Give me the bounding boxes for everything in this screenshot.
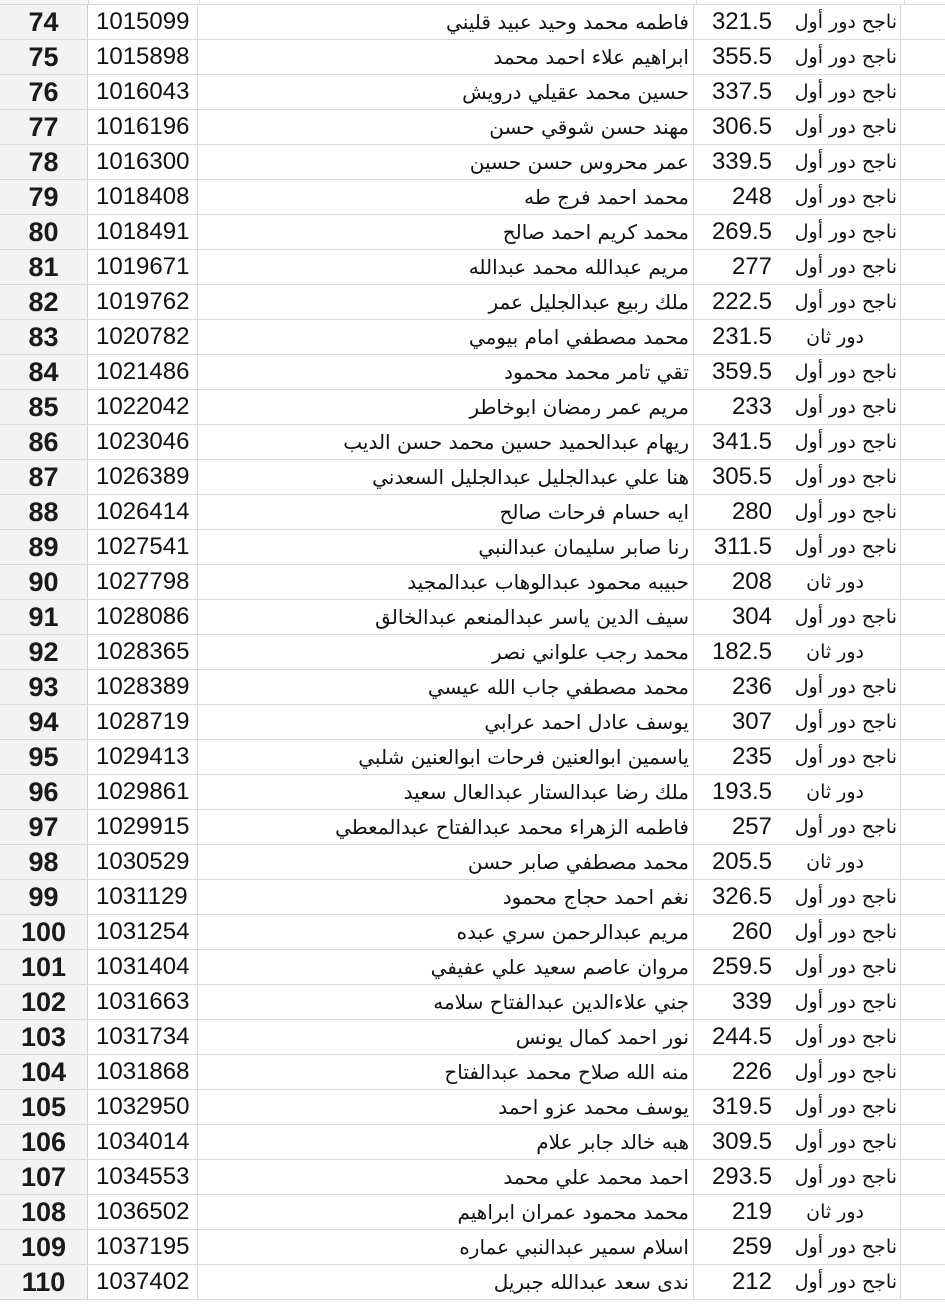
table-row <box>0 1055 945 1090</box>
table-row <box>0 845 945 880</box>
seat-number-cell[interactable]: 1020782 <box>88 320 198 354</box>
empty-cell[interactable] <box>901 250 945 284</box>
empty-cell[interactable] <box>901 1230 945 1264</box>
empty-cell[interactable] <box>901 110 945 144</box>
empty-cell[interactable] <box>901 880 945 914</box>
student-name-cell[interactable]: ملك ربيع عبدالجليل عمر <box>198 285 694 319</box>
result-status-cell[interactable]: دور ثان <box>774 565 901 599</box>
seat-number-cell[interactable]: 1018408 <box>88 180 198 214</box>
result-status-cell[interactable]: ناجح دور أول <box>774 1055 901 1089</box>
table-row <box>0 145 945 180</box>
result-status-cell[interactable]: ناجح دور أول <box>774 740 901 774</box>
student-name-cell[interactable]: عمر محروس حسن حسين <box>198 145 694 179</box>
total-score-cell[interactable]: 355.5 <box>711 43 772 70</box>
table-row <box>0 1265 945 1300</box>
seat-number-cell[interactable]: 1031404 <box>88 950 198 984</box>
sheet-rows <box>0 5 945 1300</box>
total-score-cell[interactable]: 309.5 <box>711 1128 772 1155</box>
seat-number-cell[interactable]: 1027541 <box>88 530 198 564</box>
result-status-cell[interactable]: ناجح دور أول <box>774 285 901 319</box>
total-score-cell[interactable]: 280 <box>731 498 772 525</box>
empty-cell[interactable] <box>901 810 945 844</box>
seat-number-cell[interactable]: 1018491 <box>88 215 198 249</box>
empty-cell[interactable] <box>901 845 945 879</box>
total-score-cell[interactable]: 339 <box>731 988 772 1015</box>
total-score-cell[interactable]: 304 <box>731 603 772 630</box>
cell[interactable] <box>200 0 697 4</box>
seat-number-cell[interactable]: 1022042 <box>88 390 198 424</box>
table-row <box>0 775 945 810</box>
total-score-cell[interactable]: 259.5 <box>711 953 772 980</box>
row-number[interactable]: 85 <box>0 390 88 424</box>
seat-number-cell[interactable]: 1016196 <box>88 110 198 144</box>
result-status-cell[interactable]: ناجح دور أول <box>774 915 901 949</box>
table-row <box>0 600 945 635</box>
empty-cell[interactable] <box>901 5 945 39</box>
total-score-cell[interactable]: 311.5 <box>713 533 772 560</box>
student-name-cell[interactable]: اسلام سمير عبدالنبي عماره <box>198 1230 694 1264</box>
table-row <box>0 285 945 320</box>
student-name-cell[interactable]: مريم عمر رمضان ابوخاطر <box>198 390 694 424</box>
total-score-cell[interactable]: 233 <box>731 393 772 420</box>
empty-cell[interactable] <box>901 775 945 809</box>
student-name-cell[interactable]: مريم عبدالرحمن سري عبده <box>198 915 694 949</box>
seat-number-cell[interactable]: 1029413 <box>88 740 198 774</box>
seat-number-cell[interactable]: 1015898 <box>88 40 198 74</box>
row-number[interactable]: 77 <box>0 110 88 144</box>
seat-number-cell[interactable]: 1029915 <box>88 810 198 844</box>
result-status-cell[interactable]: دور ثان <box>774 845 901 879</box>
total-score-cell[interactable]: 205.5 <box>711 848 772 875</box>
result-status-cell[interactable]: ناجح دور أول <box>774 600 901 634</box>
student-name-cell[interactable]: سيف الدين ياسر عبدالمنعم عبدالخالق <box>198 600 694 634</box>
total-score-cell[interactable]: 341.5 <box>711 428 772 455</box>
empty-cell[interactable] <box>901 1125 945 1159</box>
total-score-cell[interactable]: 306.5 <box>711 113 772 140</box>
table-row <box>0 75 945 110</box>
table-row <box>0 110 945 145</box>
total-score-cell[interactable]: 236 <box>731 673 772 700</box>
student-name-cell[interactable]: مريم عبدالله محمد عبدالله <box>198 250 694 284</box>
student-name-cell[interactable]: حسين محمد عقيلي درويش <box>198 75 694 109</box>
row-number[interactable]: 95 <box>0 740 88 774</box>
empty-cell[interactable] <box>901 950 945 984</box>
student-name-cell[interactable]: يوسف محمد عزو احمد <box>198 1090 694 1124</box>
seat-number-cell[interactable]: 1015099 <box>88 5 198 39</box>
total-score-cell[interactable]: 248 <box>731 183 772 210</box>
total-score-cell[interactable]: 219 <box>731 1198 772 1225</box>
seat-number-cell[interactable]: 1026389 <box>88 460 198 494</box>
row-number[interactable]: 89 <box>0 530 88 564</box>
empty-cell[interactable] <box>901 1265 945 1299</box>
table-row <box>0 355 945 390</box>
student-name-cell[interactable]: ايه حسام فرحات صالح <box>198 495 694 529</box>
row-number[interactable]: 87 <box>0 460 88 494</box>
result-status-cell[interactable]: ناجح دور أول <box>774 460 901 494</box>
empty-cell[interactable] <box>901 1195 945 1229</box>
table-row <box>0 495 945 530</box>
total-score-cell[interactable]: 277 <box>731 253 772 280</box>
empty-cell[interactable] <box>901 495 945 529</box>
row-number[interactable]: 104 <box>0 1055 88 1089</box>
seat-number-cell[interactable]: 1037195 <box>88 1230 198 1264</box>
student-name-cell[interactable]: محمد مصطفي صابر حسن <box>198 845 694 879</box>
empty-cell[interactable] <box>901 740 945 774</box>
table-row <box>0 950 945 985</box>
table-row <box>0 915 945 950</box>
student-name-cell[interactable]: هبه خالد جابر علام <box>198 1125 694 1159</box>
empty-cell[interactable] <box>901 635 945 669</box>
seat-number-cell[interactable]: 1034014 <box>88 1125 198 1159</box>
student-name-cell[interactable]: محمد كريم احمد صالح <box>198 215 694 249</box>
total-score-cell[interactable]: 359.5 <box>711 358 772 385</box>
row-number[interactable]: 81 <box>0 250 88 284</box>
table-row <box>0 1230 945 1265</box>
row-number[interactable]: 75 <box>0 40 88 74</box>
seat-number-cell[interactable]: 1034553 <box>88 1160 198 1194</box>
seat-number-cell[interactable]: 1032950 <box>88 1090 198 1124</box>
result-status-cell[interactable]: ناجح دور أول <box>774 75 901 109</box>
empty-cell[interactable] <box>901 145 945 179</box>
row-number[interactable]: 101 <box>0 950 88 984</box>
empty-cell[interactable] <box>901 460 945 494</box>
seat-number-cell[interactable]: 1036502 <box>88 1195 198 1229</box>
row-number[interactable]: 96 <box>0 775 88 809</box>
row-number[interactable]: 86 <box>0 425 88 459</box>
result-status-cell[interactable]: ناجح دور أول <box>774 950 901 984</box>
student-name-cell[interactable]: يوسف عادل احمد عرابي <box>198 705 694 739</box>
empty-cell[interactable] <box>901 600 945 634</box>
result-status-cell[interactable]: ناجح دور أول <box>774 40 901 74</box>
seat-number-cell[interactable]: 1028365 <box>88 635 198 669</box>
student-name-cell[interactable]: تقي تامر محمد محمود <box>198 355 694 389</box>
empty-cell[interactable] <box>901 215 945 249</box>
row-number[interactable]: 94 <box>0 705 88 739</box>
student-name-cell[interactable]: فاطمه الزهراء محمد عبدالفتاح عبدالمعطي <box>198 810 694 844</box>
row-number[interactable]: 83 <box>0 320 88 354</box>
row-number[interactable]: 100 <box>0 915 88 949</box>
row-number[interactable]: 92 <box>0 635 88 669</box>
table-row <box>0 530 945 565</box>
total-score-cell[interactable]: 222.5 <box>711 288 772 315</box>
seat-number-cell[interactable]: 1031734 <box>88 1020 198 1054</box>
total-score-cell[interactable]: 269.5 <box>711 218 772 245</box>
row-number[interactable]: 102 <box>0 985 88 1019</box>
cell[interactable] <box>89 0 200 4</box>
row-number[interactable]: 78 <box>0 145 88 179</box>
table-row <box>0 1020 945 1055</box>
total-score-cell[interactable]: 226 <box>731 1058 772 1085</box>
total-score-cell[interactable]: 193.5 <box>711 778 772 805</box>
total-score-cell[interactable]: 212 <box>731 1268 772 1295</box>
row-number[interactable]: 88 <box>0 495 88 529</box>
table-row <box>0 390 945 425</box>
total-score-cell[interactable]: 259 <box>731 1233 772 1260</box>
empty-cell[interactable] <box>901 915 945 949</box>
row-number[interactable]: 108 <box>0 1195 88 1229</box>
table-row <box>0 40 945 75</box>
row-header-cell[interactable] <box>0 0 89 4</box>
row-number[interactable]: 103 <box>0 1020 88 1054</box>
row-number[interactable]: 105 <box>0 1090 88 1124</box>
table-row <box>0 180 945 215</box>
table-row <box>0 740 945 775</box>
student-name-cell[interactable]: محمد رجب علواني نصر <box>198 635 694 669</box>
total-score-cell[interactable]: 305.5 <box>711 463 772 490</box>
student-name-cell[interactable]: مروان عاصم سعيد علي عفيفي <box>198 950 694 984</box>
row-number[interactable]: 90 <box>0 565 88 599</box>
seat-number-cell[interactable]: 1031868 <box>88 1055 198 1089</box>
student-name-cell[interactable]: ريهام عبدالحميد حسين محمد حسن الديب <box>198 425 694 459</box>
table-row <box>0 460 945 495</box>
result-status-cell[interactable]: ناجح دور أول <box>774 5 901 39</box>
total-score-cell[interactable]: 235 <box>731 743 772 770</box>
empty-cell[interactable] <box>901 670 945 704</box>
row-number[interactable]: 99 <box>0 880 88 914</box>
empty-cell[interactable] <box>901 530 945 564</box>
student-name-cell[interactable]: هنا علي عبدالجليل عبدالجليل السعدني <box>198 460 694 494</box>
table-row <box>0 810 945 845</box>
total-score-cell[interactable]: 257 <box>731 813 772 840</box>
student-name-cell[interactable]: ياسمين ابوالعنين فرحات ابوالعنين شلبي <box>198 740 694 774</box>
result-status-cell[interactable]: دور ثان <box>774 320 901 354</box>
seat-number-cell[interactable]: 1021486 <box>88 355 198 389</box>
empty-cell[interactable] <box>901 355 945 389</box>
total-score-cell[interactable]: 307 <box>731 708 772 735</box>
cell[interactable] <box>697 0 905 4</box>
row-number[interactable]: 82 <box>0 285 88 319</box>
row-number[interactable]: 91 <box>0 600 88 634</box>
total-score-cell[interactable]: 182.5 <box>711 638 772 665</box>
empty-cell[interactable] <box>901 320 945 354</box>
result-status-cell[interactable]: ناجح دور أول <box>774 1230 901 1264</box>
result-status-cell[interactable]: ناجح دور أول <box>774 495 901 529</box>
result-status-cell[interactable]: ناجح دور أول <box>774 1125 901 1159</box>
seat-number-cell[interactable]: 1028086 <box>88 600 198 634</box>
result-status-cell[interactable]: ناجح دور أول <box>774 1090 901 1124</box>
seat-number-cell[interactable]: 1030529 <box>88 845 198 879</box>
result-status-cell[interactable]: ناجح دور أول <box>774 985 901 1019</box>
seat-number-cell[interactable]: 1028389 <box>88 670 198 704</box>
result-status-cell[interactable]: دور ثان <box>774 635 901 669</box>
student-name-cell[interactable]: ملك رضا عبدالستار عبدالعال سعيد <box>198 775 694 809</box>
student-name-cell[interactable]: نور احمد كمال يونس <box>198 1020 694 1054</box>
seat-number-cell[interactable]: 1016043 <box>88 75 198 109</box>
empty-cell[interactable] <box>901 285 945 319</box>
total-score-cell[interactable]: 319.5 <box>711 1093 772 1120</box>
seat-number-cell[interactable]: 1023046 <box>88 425 198 459</box>
result-status-cell[interactable]: ناجح دور أول <box>774 530 901 564</box>
row-number[interactable]: 109 <box>0 1230 88 1264</box>
total-score-cell[interactable]: 208 <box>731 568 772 595</box>
result-status-cell[interactable]: ناجح دور أول <box>774 670 901 704</box>
student-name-cell[interactable]: محمد احمد فرج طه <box>198 180 694 214</box>
total-score-cell[interactable]: 244.5 <box>711 1023 772 1050</box>
table-row <box>0 985 945 1020</box>
student-name-cell[interactable]: جني علاءالدين عبدالفتاح سلامه <box>198 985 694 1019</box>
total-score-cell[interactable]: 293.5 <box>711 1163 772 1190</box>
result-status-cell[interactable]: ناجح دور أول <box>774 705 901 739</box>
total-score-cell[interactable]: 321.5 <box>711 8 772 35</box>
table-row <box>0 705 945 740</box>
student-name-cell[interactable]: احمد محمد علي محمد <box>198 1160 694 1194</box>
row-number[interactable]: 106 <box>0 1125 88 1159</box>
empty-cell[interactable] <box>901 180 945 214</box>
seat-number-cell[interactable]: 1029861 <box>88 775 198 809</box>
empty-cell[interactable] <box>901 705 945 739</box>
total-score-cell[interactable]: 337.5 <box>711 78 772 105</box>
seat-number-cell[interactable]: 1031129 <box>88 880 198 914</box>
table-row <box>0 250 945 285</box>
empty-cell[interactable] <box>901 390 945 424</box>
result-status-cell[interactable]: ناجح دور أول <box>774 145 901 179</box>
empty-cell[interactable] <box>901 1090 945 1124</box>
student-name-cell[interactable]: رنا صابر سليمان عبدالنبي <box>198 530 694 564</box>
row-number[interactable]: 84 <box>0 355 88 389</box>
student-name-cell[interactable]: ابراهيم علاء احمد محمد <box>198 40 694 74</box>
seat-number-cell[interactable]: 1031254 <box>88 915 198 949</box>
empty-cell[interactable] <box>901 1160 945 1194</box>
table-row <box>0 635 945 670</box>
empty-cell[interactable] <box>901 565 945 599</box>
student-name-cell[interactable]: محمد محمود عمران ابراهيم <box>198 1195 694 1229</box>
row-number[interactable]: 110 <box>0 1265 88 1299</box>
seat-number-cell[interactable]: 1019671 <box>88 250 198 284</box>
result-status-cell[interactable]: ناجح دور أول <box>774 1160 901 1194</box>
student-name-cell[interactable]: مهند حسن شوقي حسن <box>198 110 694 144</box>
table-row <box>0 1090 945 1125</box>
result-status-cell[interactable]: ناجح دور أول <box>774 425 901 459</box>
result-status-cell[interactable]: ناجح دور أول <box>774 110 901 144</box>
row-number[interactable]: 74 <box>0 5 88 39</box>
seat-number-cell[interactable]: 1019762 <box>88 285 198 319</box>
total-score-cell[interactable]: 339.5 <box>711 148 772 175</box>
total-score-cell[interactable]: 260 <box>731 918 772 945</box>
student-name-cell[interactable]: محمد مصطفي جاب الله عيسي <box>198 670 694 704</box>
result-status-cell[interactable]: ناجح دور أول <box>774 355 901 389</box>
empty-cell[interactable] <box>901 425 945 459</box>
student-name-cell[interactable]: فاطمه محمد وحيد عبيد قليني <box>198 5 694 39</box>
empty-cell[interactable] <box>901 75 945 109</box>
row-number[interactable]: 76 <box>0 75 88 109</box>
row-number[interactable]: 98 <box>0 845 88 879</box>
seat-number-cell[interactable]: 1037402 <box>88 1265 198 1299</box>
result-status-cell[interactable]: ناجح دور أول <box>774 250 901 284</box>
seat-number-cell[interactable]: 1031663 <box>88 985 198 1019</box>
student-name-cell[interactable]: حبيبه محمود عبدالوهاب عبدالمجيد <box>198 565 694 599</box>
row-number[interactable]: 79 <box>0 180 88 214</box>
student-name-cell[interactable]: منه الله صلاح محمد عبدالفتاح <box>198 1055 694 1089</box>
result-status-cell[interactable]: ناجح دور أول <box>774 810 901 844</box>
table-row <box>0 1195 945 1230</box>
table-row <box>0 1125 945 1160</box>
result-status-cell[interactable]: ناجح دور أول <box>774 1265 901 1299</box>
table-row <box>0 1160 945 1195</box>
empty-cell[interactable] <box>901 1055 945 1089</box>
table-row <box>0 565 945 600</box>
result-status-cell[interactable]: دور ثان <box>774 1195 901 1229</box>
result-status-cell[interactable]: ناجح دور أول <box>774 390 901 424</box>
total-score-cell[interactable]: 326.5 <box>711 883 772 910</box>
empty-cell[interactable] <box>901 40 945 74</box>
row-number[interactable]: 107 <box>0 1160 88 1194</box>
empty-cell[interactable] <box>901 985 945 1019</box>
table-row <box>0 320 945 355</box>
table-row <box>0 425 945 460</box>
row-number[interactable]: 80 <box>0 215 88 249</box>
seat-number-cell[interactable]: 1028719 <box>88 705 198 739</box>
table-row <box>0 215 945 250</box>
seat-number-cell[interactable]: 1016300 <box>88 145 198 179</box>
student-name-cell[interactable]: ندى سعد عبدالله جبريل <box>198 1265 694 1299</box>
total-score-cell[interactable]: 231.5 <box>711 323 772 350</box>
seat-number-cell[interactable]: 1026414 <box>88 495 198 529</box>
table-row <box>0 670 945 705</box>
table-row <box>0 880 945 915</box>
student-name-cell[interactable]: محمد مصطفي امام بيومي <box>198 320 694 354</box>
result-status-cell[interactable]: دور ثان <box>774 775 901 809</box>
row-number[interactable]: 93 <box>0 670 88 704</box>
empty-cell[interactable] <box>901 1020 945 1054</box>
result-status-cell[interactable]: ناجح دور أول <box>774 1020 901 1054</box>
result-status-cell[interactable]: ناجح دور أول <box>774 180 901 214</box>
result-status-cell[interactable]: ناجح دور أول <box>774 215 901 249</box>
seat-number-cell[interactable]: 1027798 <box>88 565 198 599</box>
table-row <box>0 5 945 40</box>
cell[interactable] <box>905 0 945 4</box>
result-status-cell[interactable]: ناجح دور أول <box>774 880 901 914</box>
row-number[interactable]: 97 <box>0 810 88 844</box>
student-name-cell[interactable]: نغم احمد حجاج محمود <box>198 880 694 914</box>
